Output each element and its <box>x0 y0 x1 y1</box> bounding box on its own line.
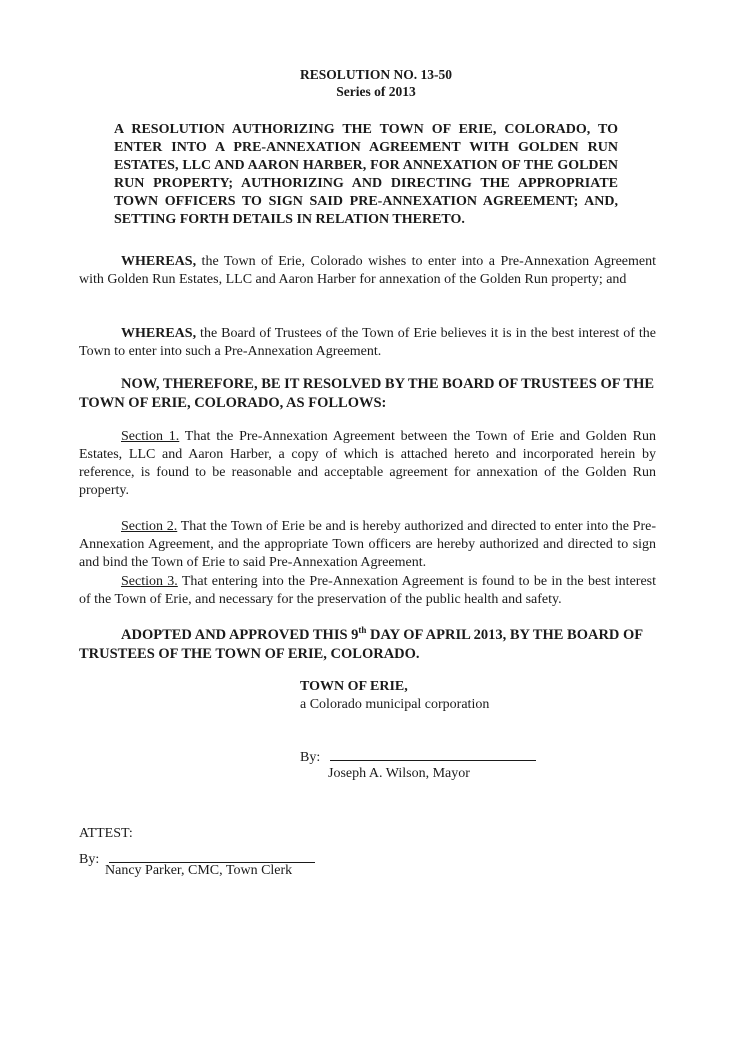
signature-underline <box>330 746 536 761</box>
section-2 <box>79 518 656 572</box>
whereas-lead: WHEREAS, <box>121 254 197 269</box>
section-text: That the Pre-Annexation Agreement between the Town of Erie and Golden Run Estates, LLC and Aaron Harber, a copy of which is attached hereto and incorporated herein by reference, is found to be reasonable and acceptable agreement for annexation of the Golden Run property. <box>79 429 656 498</box>
mayor-name: Joseph A. Wilson, Mayor <box>328 766 470 781</box>
resolution-number: RESOLUTION NO. 13-50 <box>300 67 452 82</box>
whereas-text: the Town of Erie, Colorado wishes to enter into a Pre-Annexation Agreement with Golden Run Estates, LLC and Aaron Harber for annexation of the Golden Run property; and <box>79 254 656 287</box>
by-label: By: <box>300 750 321 765</box>
town-name: TOWN OF ERIE, <box>300 679 408 694</box>
whereas-paragraph-1 <box>79 253 656 289</box>
section-label: Section 1. <box>121 429 180 444</box>
whereas-paragraph-2 <box>79 325 656 361</box>
attest-label: ATTEST: <box>79 826 133 841</box>
clerk-name: Nancy Parker, CMC, Town Clerk <box>105 863 293 878</box>
section-text: That entering into the Pre-Annexation Agreement is found to be in the best interest of the Town of Erie, and necessary for the preservation of the public health and safety. <box>79 574 656 607</box>
adopted-text-end: DAY OF APRIL 2013, BY THE BOARD OF TRUSTEES OF THE TOWN OF ERIE, COLORADO. <box>79 627 643 662</box>
mayor-signature-line <box>300 746 536 767</box>
resolved-clause <box>79 375 656 413</box>
section-label: Section 2. <box>121 519 178 534</box>
section-text: That the Town of Erie be and is hereby authorized and directed to enter into the Pre-Annexation Agreement, and the appropriate Town officers are hereby authorized and directed to sign and bind the Town of Erie to said Pre-Annexation Agreement. <box>79 519 656 570</box>
town-signature-block <box>300 678 489 714</box>
document-header <box>0 66 752 100</box>
whereas-lead: WHEREAS, <box>121 326 197 341</box>
by-label: By: <box>79 852 100 867</box>
whereas-text: the Board of Trustees of the Town of Erie believes it is in the best interest of the Town to enter into such a Pre-Annexation Agreement. <box>79 326 656 359</box>
section-label: Section 3. <box>121 574 178 589</box>
resolution-subject: A RESOLUTION AUTHORIZING THE TOWN OF ERIE, COLORADO, TO ENTER INTO A PRE-ANNEXATION AGREEMENT WITH GOLDEN RUN ESTATES, LLC AND AARON HARBER, FOR ANNEXATION OF THE GOLDEN RUN PROPERTY; AUTHORIZING AND DIRECTING THE APPROPRIATE TOWN OFFICERS TO SIGN SAID PRE-ANNEXATION AGREEMENT; AND, SETTING FORTH DETAILS IN RELATION THERETO. <box>114 122 618 227</box>
town-description: a Colorado municipal corporation <box>300 697 490 712</box>
signature-underline <box>109 848 315 863</box>
resolved-text: NOW, THEREFORE, BE IT RESOLVED BY THE BOARD OF TRUSTEES OF THE TOWN OF ERIE, COLORADO, AS FOLLOWS: <box>79 376 655 411</box>
adopted-clause <box>79 626 656 664</box>
section-1 <box>79 428 656 500</box>
resolution-series: Series of 2013 <box>336 84 416 99</box>
adopted-text-start: ADOPTED AND APPROVED THIS 9 <box>121 627 359 643</box>
adopted-ordinal: th <box>358 625 367 636</box>
section-3 <box>79 573 656 609</box>
